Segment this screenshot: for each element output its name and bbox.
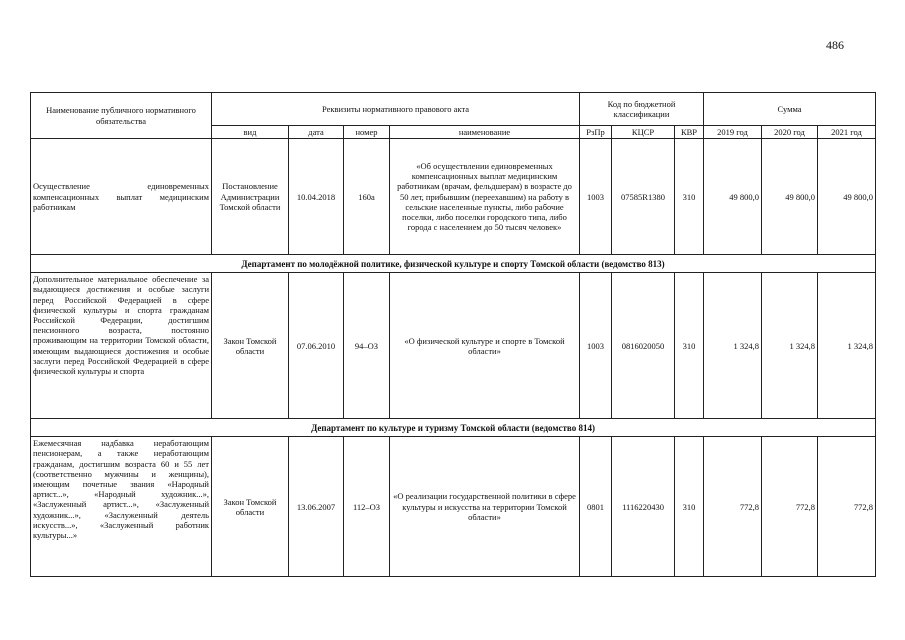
sum-2019-cell: 49 800,0 <box>704 139 762 255</box>
obligation-cell: Ежемесячная надбавка неработающим пенсионерам, а также неработающим гражданам, достигшим возраста 60 и 55 лет (соответственно мужчины и женщины), имеющим почетные звания «Народный артист...», «Народный художник...», «Заслуженный артист...», «Заслуженный художник...», «Заслуженный деятель искусств...», «Заслуженный работник культуры...» <box>31 437 212 577</box>
act-number-cell: 94–ОЗ <box>344 273 390 419</box>
obligations-table <box>30 92 876 577</box>
act-date-cell: 07.06.2010 <box>289 273 344 419</box>
rzpr-cell: 0801 <box>580 437 612 577</box>
header-date: дата <box>289 126 344 139</box>
page-number: 486 <box>826 38 844 52</box>
rzpr-cell: 1003 <box>580 273 612 419</box>
kcsr-cell: 07585R1380 <box>612 139 675 255</box>
section-heading: Департамент по молодёжной политике, физической культуре и спорту Томской области (ведомство 813) <box>31 255 876 273</box>
rzpr-cell: 1003 <box>580 139 612 255</box>
sum-2020-cell: 772,8 <box>762 437 818 577</box>
header-kcsr: КЦСР <box>612 126 675 139</box>
kcsr-cell: 1116220430 <box>612 437 675 577</box>
sum-2021-cell: 772,8 <box>818 437 876 577</box>
table-row <box>31 437 876 577</box>
act-name-cell: «О физической культуре и спорте в Томской области» <box>390 273 580 419</box>
header-name: наименование <box>390 126 580 139</box>
header-2020: 2020 год <box>762 126 818 139</box>
kvr-cell: 310 <box>675 437 704 577</box>
header-kvr: КВР <box>675 126 704 139</box>
kcsr-cell: 0816020050 <box>612 273 675 419</box>
sum-2020-cell: 49 800,0 <box>762 139 818 255</box>
header-type: вид <box>212 126 289 139</box>
header-rzpr: РзПр <box>580 126 612 139</box>
act-type-cell: Закон Томской области <box>212 437 289 577</box>
header-obligation-name: Наименование публичного нормативного обязательства <box>31 93 212 139</box>
section-row <box>31 255 876 273</box>
sum-2019-cell: 1 324,8 <box>704 273 762 419</box>
table-row <box>31 139 876 255</box>
act-number-cell: 112–ОЗ <box>344 437 390 577</box>
header-sum: Сумма <box>704 93 876 126</box>
act-number-cell: 160а <box>344 139 390 255</box>
header-2021: 2021 год <box>818 126 876 139</box>
table-row <box>31 273 876 419</box>
header-act-requisites: Реквизиты нормативного правового акта <box>212 93 580 126</box>
section-row <box>31 419 876 437</box>
header-budget-code: Код по бюджетной классификации <box>580 93 704 126</box>
act-date-cell: 10.04.2018 <box>289 139 344 255</box>
act-name-cell: «О реализации государственной политики в сфере культуры и искусства на территории Томской области» <box>390 437 580 577</box>
header-row-1 <box>31 93 876 126</box>
sum-2021-cell: 1 324,8 <box>818 273 876 419</box>
sum-2019-cell: 772,8 <box>704 437 762 577</box>
sum-2021-cell: 49 800,0 <box>818 139 876 255</box>
header-2019: 2019 год <box>704 126 762 139</box>
act-name-cell: «Об осуществлении единовременных компенсационных выплат медицинским работникам (врачам, фельдшерам) в возрасте до 50 лет, прибывшим (переехавшим) на работу в сельские населенные пункты, либо рабочие поселки, либо поселки городского типа, либо города с населением до 50 тысяч человек» <box>390 139 580 255</box>
obligation-cell: Дополнительное материальное обеспечение за выдающиеся достижения и особые заслуги перед Российской Федерацией в сфере физической культуры и спорта гражданам Российской Федерации, достигшим пенсионного возраста, постоянно проживающим на территории Томской области, имеющим выдающиеся достижения и особые заслуги перед Российской Федерацией в сфере физической культуры и спорта <box>31 273 212 419</box>
act-type-cell: Закон Томской области <box>212 273 289 419</box>
act-type-cell: Постановление Администрации Томской области <box>212 139 289 255</box>
act-date-cell: 13.06.2007 <box>289 437 344 577</box>
header-number: номер <box>344 126 390 139</box>
kvr-cell: 310 <box>675 139 704 255</box>
sum-2020-cell: 1 324,8 <box>762 273 818 419</box>
kvr-cell: 310 <box>675 273 704 419</box>
obligation-cell: Осуществление единовременных компенсационных выплат медицинским работникам <box>31 139 212 255</box>
section-heading: Департамент по культуре и туризму Томской области (ведомство 814) <box>31 419 876 437</box>
